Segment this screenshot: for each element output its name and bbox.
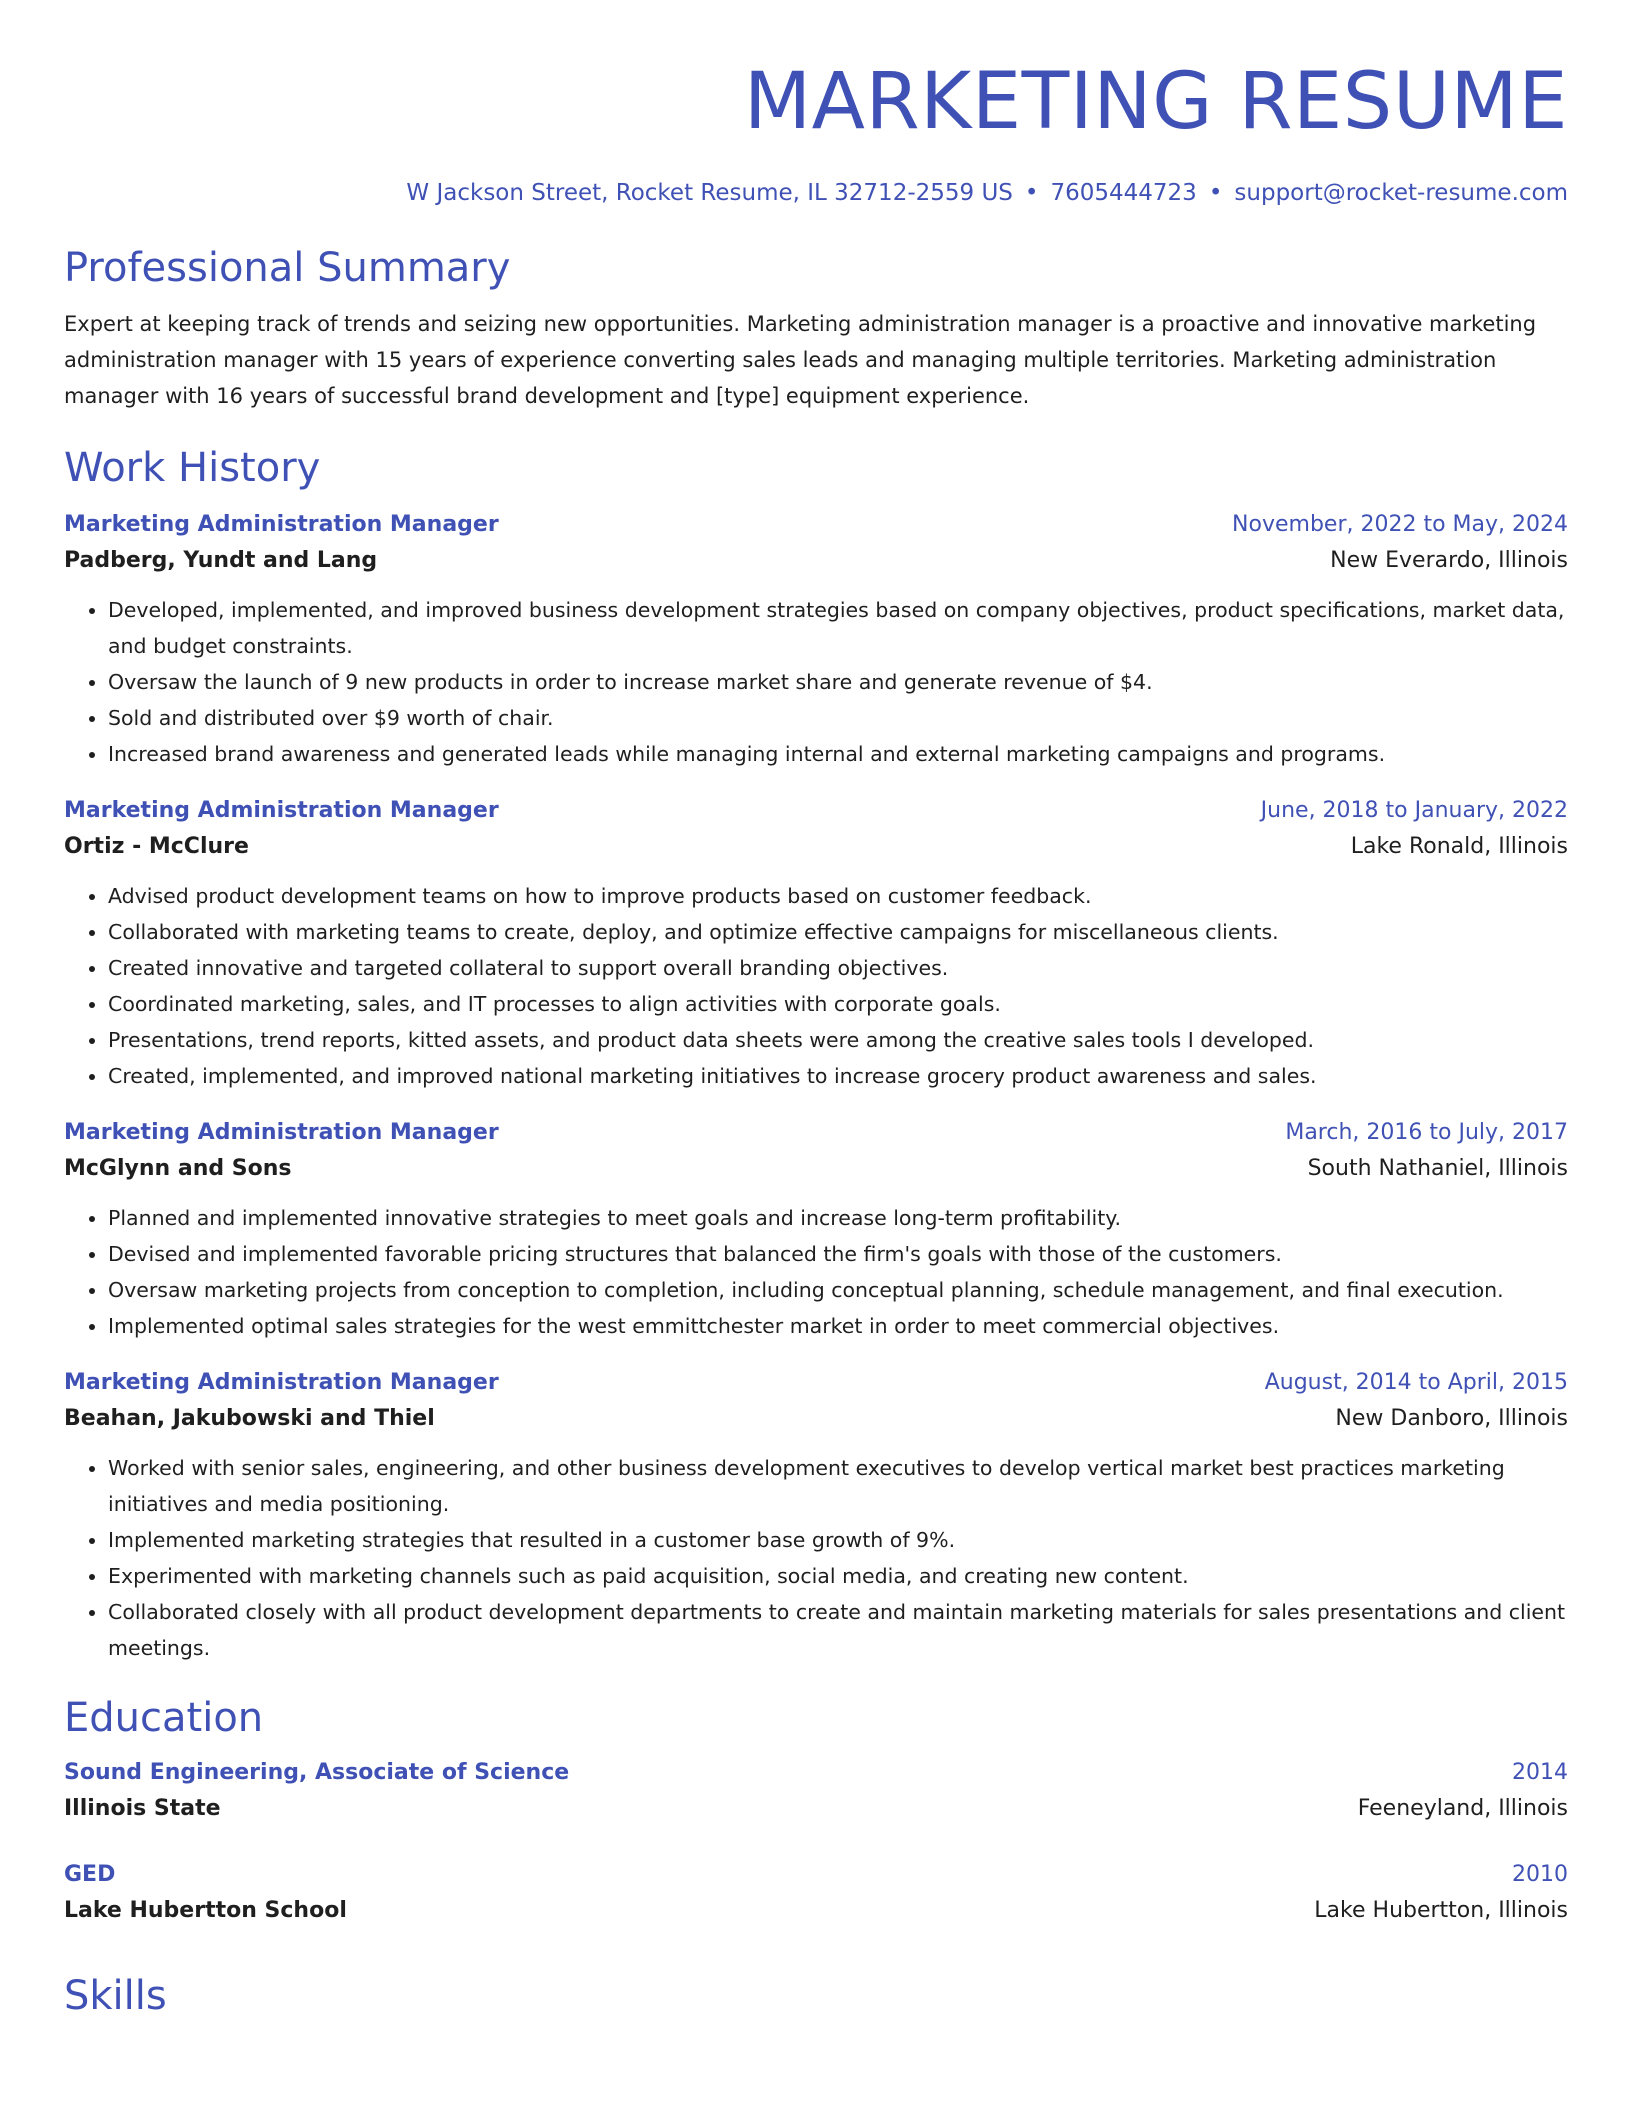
education-school: Illinois State: [64, 1796, 221, 1821]
job-bullet: • Oversaw marketing projects from conception to completion, including conceptual planning, schedule management, and final execution.: [108, 1272, 1568, 1308]
job-bullet: • Created, implemented, and improved national marketing initiatives to increase grocery product awareness and sales.: [108, 1058, 1568, 1094]
education-entry: [64, 1858, 1568, 1930]
job-entry: [64, 508, 1568, 772]
contact-line: [64, 176, 1568, 210]
contact-email: support@rocket-resume.com: [1234, 180, 1568, 206]
job-bullets: [64, 878, 1568, 1094]
job-dates: August, 2014 to April, 2015: [1264, 1370, 1568, 1395]
job-bullets: [64, 1200, 1568, 1344]
job-title: Marketing Administration Manager: [64, 1370, 499, 1395]
education-degree: GED: [64, 1862, 116, 1887]
job-bullet: • Planned and implemented innovative strategies to meet goals and increase long-term profitability.: [108, 1200, 1568, 1236]
education-year: 2010: [1512, 1862, 1568, 1887]
job-entry: [64, 794, 1568, 1094]
summary-section: [64, 242, 1568, 414]
education-entry: [64, 1756, 1568, 1828]
summary-heading: Professional Summary: [64, 245, 511, 291]
job-location: New Danboro, Illinois: [1335, 1406, 1568, 1431]
job-title: Marketing Administration Manager: [64, 798, 499, 823]
job-company: Beahan, Jakubowski and Thiel: [64, 1406, 435, 1431]
education-school: Lake Hubertton School: [64, 1898, 347, 1923]
education-heading: Education: [64, 1695, 264, 1741]
education-year: 2014: [1512, 1760, 1568, 1785]
job-bullet: • Implemented marketing strategies that resulted in a customer base growth of 9%.: [108, 1522, 1568, 1558]
education-location: Lake Hubertton, Illinois: [1314, 1898, 1568, 1923]
contact-separator: •: [1024, 180, 1039, 206]
job-bullets: [64, 592, 1568, 772]
job-bullet: • Oversaw the launch of 9 new products in order to increase market share and generate revenue of $4.: [108, 664, 1568, 700]
skills-heading: Skills: [64, 1973, 167, 2019]
job-title: Marketing Administration Manager: [64, 1120, 499, 1145]
job-company: Padberg, Yundt and Lang: [64, 548, 378, 573]
job-dates: November, 2022 to May, 2024: [1232, 512, 1568, 537]
skills-section: [64, 1970, 1568, 2022]
contact-phone: 7605444723: [1050, 180, 1197, 206]
job-title: Marketing Administration Manager: [64, 512, 499, 537]
job-bullet: • Worked with senior sales, engineering, and other business development executives to develop vertical market best practices marketing initiatives and media positioning.: [108, 1450, 1568, 1522]
job-bullet: • Experimented with marketing channels such as paid acquisition, social media, and creating new content.: [108, 1558, 1568, 1594]
contact-separator: •: [1208, 180, 1223, 206]
job-bullet: • Collaborated with marketing teams to create, deploy, and optimize effective campaigns for miscellaneous clients.: [108, 914, 1568, 950]
job-location: Lake Ronald, Illinois: [1350, 834, 1568, 859]
education-location: Feeneyland, Illinois: [1357, 1796, 1568, 1821]
job-dates: June, 2018 to January, 2022: [1260, 798, 1568, 823]
job-dates: March, 2016 to July, 2017: [1285, 1120, 1568, 1145]
job-bullet: • Created innovative and targeted collateral to support overall branding objectives.: [108, 950, 1568, 986]
job-bullet: • Implemented optimal sales strategies for the west emmittchester market in order to meet commercial objectives.: [108, 1308, 1568, 1344]
job-company: McGlynn and Sons: [64, 1156, 292, 1181]
work-history-section: [64, 442, 1568, 1666]
job-location: South Nathaniel, Illinois: [1307, 1156, 1568, 1181]
contact-address: W Jackson Street, Rocket Resume, IL 32712-2559 US: [406, 180, 1013, 206]
job-bullet: • Devised and implemented favorable pricing structures that balanced the firm's goals with those of the customers.: [108, 1236, 1568, 1272]
job-bullet: • Increased brand awareness and generated leads while managing internal and external marketing campaigns and programs.: [108, 736, 1568, 772]
job-bullet: • Developed, implemented, and improved business development strategies based on company objectives, product specifications, market data, and budget constraints.: [108, 592, 1568, 664]
job-bullet: • Coordinated marketing, sales, and IT processes to align activities with corporate goals.: [108, 986, 1568, 1022]
job-bullet: • Advised product development teams on how to improve products based on customer feedback.: [108, 878, 1568, 914]
work-history-heading: Work History: [64, 445, 321, 491]
job-entry: [64, 1116, 1568, 1344]
education-section: [64, 1692, 1568, 1930]
education-degree: Sound Engineering, Associate of Science: [64, 1760, 570, 1785]
resume-title: MARKETING RESUME: [743, 57, 1568, 147]
job-company: Ortiz - McClure: [64, 834, 249, 859]
summary-text: Expert at keeping track of trends and seizing new opportunities. Marketing administration manager is a proactive and innovative marketing administration manager with 15 years of experience converting sales leads and managing multiple territories. Marketing administration manager with 16 years of successful brand development and [type] equipment experience.: [64, 312, 1537, 408]
job-bullet: • Sold and distributed over $9 worth of chair.: [108, 700, 1568, 736]
job-entry: [64, 1366, 1568, 1666]
job-bullet: • Collaborated closely with all product development departments to create and maintain marketing materials for sales presentations and client meetings.: [108, 1594, 1568, 1666]
job-bullets: [64, 1450, 1568, 1666]
job-bullet: • Presentations, trend reports, kitted assets, and product data sheets were among the creative sales tools I developed.: [108, 1022, 1568, 1058]
job-location: New Everardo, Illinois: [1330, 548, 1568, 573]
